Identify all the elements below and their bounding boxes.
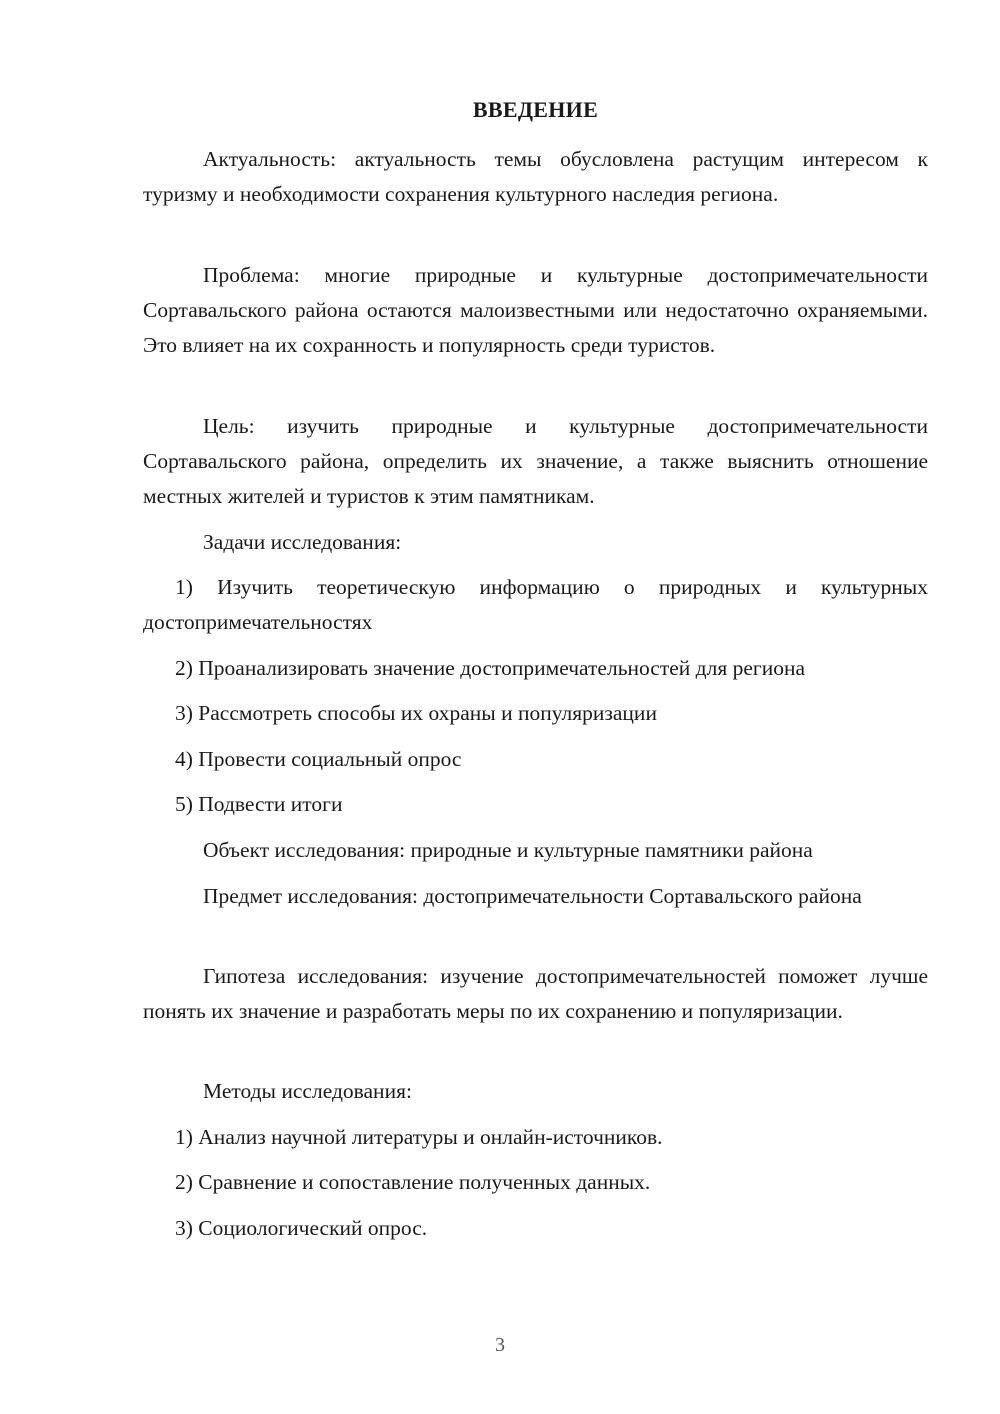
methods-title: Методы исследования: bbox=[203, 1079, 412, 1103]
section-heading: ВВЕДЕНИЕ bbox=[472, 97, 599, 122]
task-item-2: 2) Проанализировать значение достопримечательностей для региона bbox=[175, 656, 805, 680]
page-number: 3 bbox=[495, 1334, 505, 1356]
method-item-3: 3) Социологический опрос. bbox=[175, 1216, 428, 1240]
problem-paragraph: Проблема: многие природные и культурные достопримечательности Сортавальского района остаются малоизвестными или недостаточно охраняемыми. Это влияет на их сохранность и популярность среди туристов. bbox=[143, 263, 928, 357]
task-item-4: 4) Провести социальный опрос bbox=[175, 747, 462, 771]
tasks-title: Задачи исследования: bbox=[203, 530, 402, 554]
relevance-paragraph: Актуальность: актуальность темы обусловлена растущим интересом к туризму и необходимости сохранения культурного наследия региона. bbox=[143, 147, 928, 206]
subject-paragraph: Предмет исследования: достопримечательности Сортавальского района bbox=[203, 884, 862, 908]
hypothesis-paragraph: Гипотеза исследования: изучение достопримечательностей поможет лучше понять их значение и разработать меры по их сохранению и популяризации. bbox=[143, 964, 928, 1023]
task-item-5: 5) Подвести итоги bbox=[175, 792, 343, 816]
method-item-2: 2) Сравнение и сопоставление полученных данных. bbox=[175, 1170, 651, 1194]
task-item-3: 3) Рассмотреть способы их охраны и популяризации bbox=[175, 701, 657, 725]
method-item-1: 1) Анализ научной литературы и онлайн-источников. bbox=[175, 1125, 663, 1149]
object-paragraph: Объект исследования: природные и культурные памятники района bbox=[203, 838, 813, 862]
task-item-1: 1) Изучить теоретическую информацию о природных и культурных достопримечательностях bbox=[143, 575, 928, 634]
goal-paragraph: Цель: изучить природные и культурные достопримечательности Сортавальского района, определить их значение, а также выяснить отношение местных жителей и туристов к этим памятникам. bbox=[143, 414, 928, 508]
